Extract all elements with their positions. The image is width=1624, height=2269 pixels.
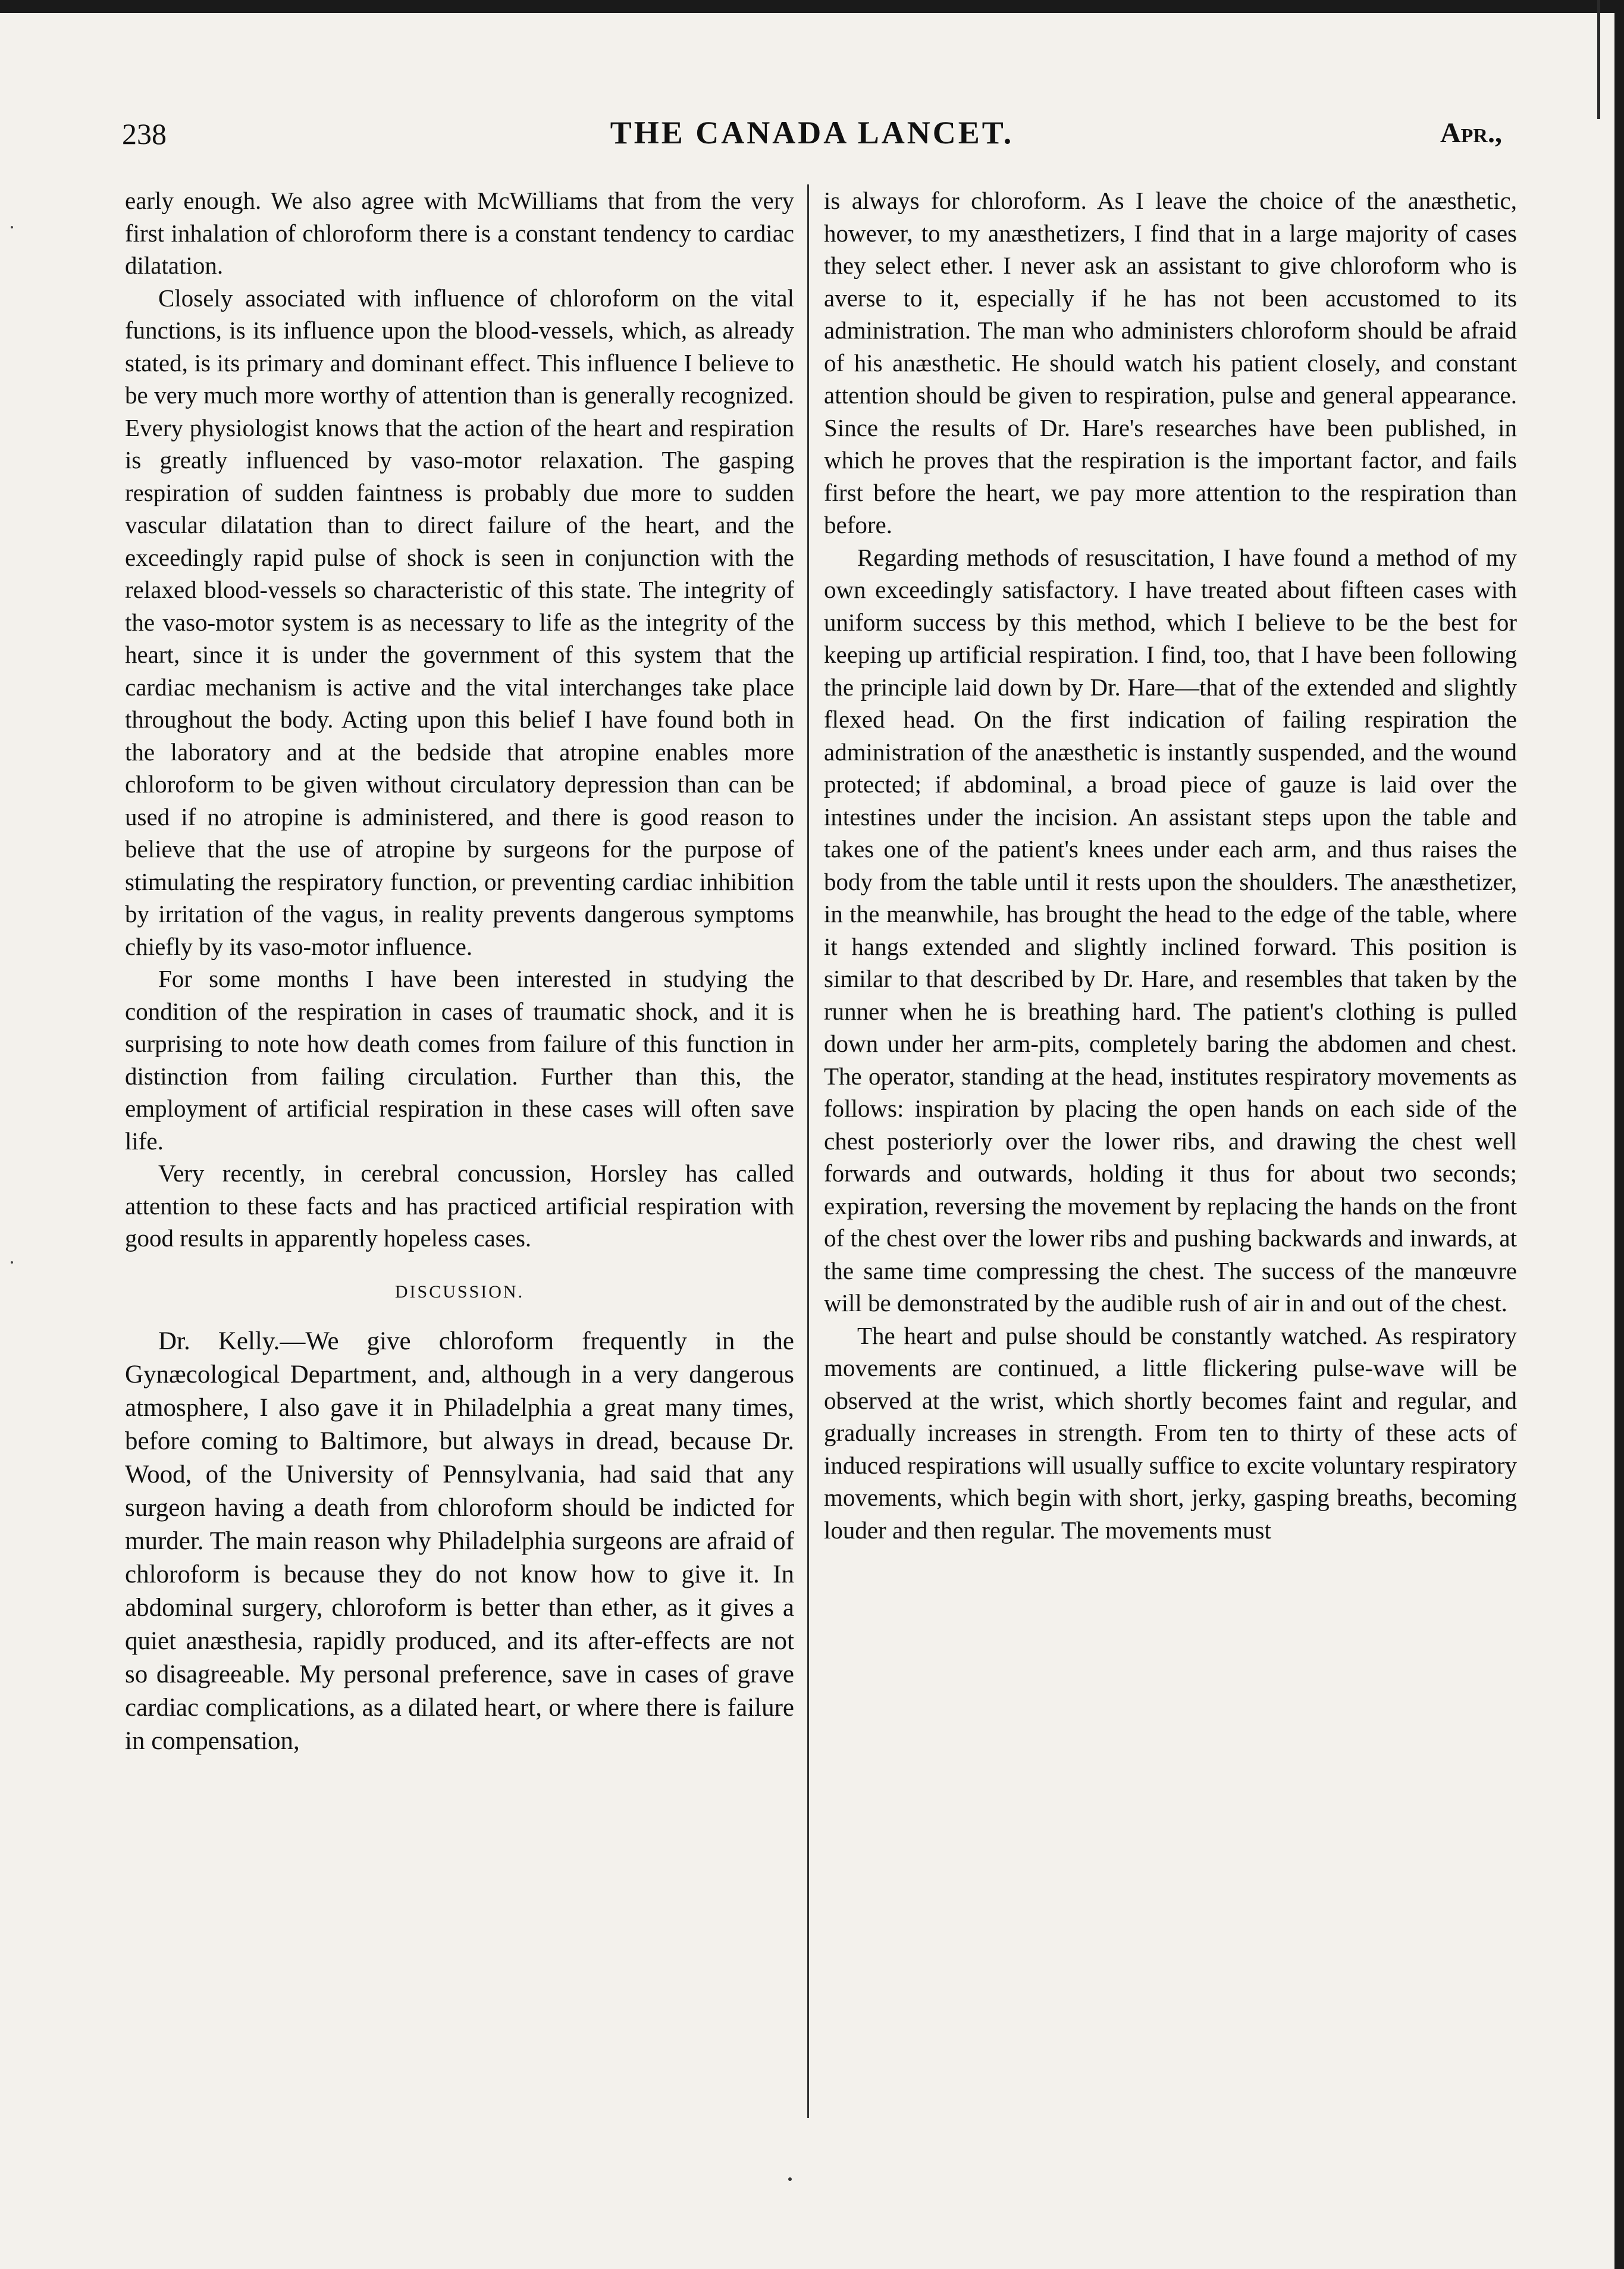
left-column xyxy=(125,184,794,1758)
speaker-name: Dr. Kelly. xyxy=(158,1327,280,1355)
paragraph: Closely associated with influence of chloroform on the vital functions, is its influence upon the blood-vessels, which, as already stated, is its primary and dominant effect. This influence I believe to be very much more worthy of attention than is generally recognized. Every physiologist knows that the action of the heart and respiration is greatly influenced by vaso-motor relaxation. The gasping respiration of sudden faintness is probably due more to sudden vascular dilatation than to direct failure of the heart, and the exceedingly rapid pulse of shock is seen in conjunction with the relaxed blood-vessels so characteristic of this state. The integrity of the vaso-motor system is as necessary to life as the integrity of the heart, since it is under the government of this system that the cardiac mechanism is active and the vital interchanges take place throughout the body. Acting upon this belief I have found both in the laboratory and at the bedside that atropine enables more chloroform to be given without circulatory depression than can be used if no atropine is administered, and there is good reason to believe that the use of atropine by surgeons for the purpose of stimulating the respiratory function, or preventing cardiac inhibition by irritation of the vagus, in reality prevents dangerous symptoms chiefly by its vaso-motor influence. xyxy=(125,284,794,960)
discussion-paragraph xyxy=(125,1325,794,1758)
paragraph: is always for chloroform. As I leave the choice of the anæsthetic, however, to my anæsthetizers, I find that in a large majority of cases they select ether. I never ask an assistant to give chloroform who is averse to it, especially if he has not been accustomed to its administration. The man who administers chloroform should be afraid of his anæsthetic. He should watch his patient closely, and constant attention should be given to respiration, pulse and general appearance. Since the results of Dr. Hare's researches have been published, in which he proves that the respiration is the important factor, and fails first before the heart, we pay more attention to the respiration than before. xyxy=(824,187,1517,538)
page-header xyxy=(122,114,1502,168)
right-scan-mark xyxy=(1597,0,1600,119)
footer-speck xyxy=(788,2177,792,2181)
right-column xyxy=(824,184,1517,1546)
margin-speck xyxy=(11,226,13,228)
section-heading: DISCUSSION. xyxy=(394,1281,525,1302)
top-scan-border xyxy=(0,0,1624,13)
paragraph: Regarding methods of resuscitation, I have found a method of my own exceedingly satisfactory. I have treated about fifteen cases with uniform success by this method, which I believe to be the best for keeping up artificial respiration. I find, too, that I have been following the principle laid down by Dr. Hare—that of the extended and slightly flexed head. On the first indication of failing respiration the administration of the anæsthetic is instantly suspended, and the wound protected; if abdominal, a broad piece of gauze is laid over the intestines under the incision. An assistant steps upon the table and takes one of the patient's knees under each arm, and thus raises the body from the table until it rests upon the shoulders. The anæsthetizer, in the meanwhile, has brought the head to the edge of the table, where it hangs extended and slightly inclined forward. This position is similar to that described by Dr. Hare, and resembles that taken by the runner when he is breathing hard. The patient's clothing is pulled down under her arm-pits, completely baring the abdomen and chest. The operator, standing at the head, institutes respiratory movements as follows: inspiration by placing the open hands on each side of the chest posteriorly over the lower ribs, and drawing the chest well forwards and outwards, holding it thus for about two seconds; expiration, reversing the movement by replacing the hands on the front of the chest over the lower ribs and pushing backwards and inwards, at the same time compressing the chest. The success of the manœuvre will be demonstrated by the audible rush of air in and out of the chest. xyxy=(824,543,1517,1317)
discussion-text: —We give chloroform frequently in the Gynæcological Department, and, although in a very dangerous atmosphere, I also gave it in Philadelphia a great many times, before coming to Baltimore, but always in dread, because Dr. Wood, of the University of Pennsylvania, had said that any surgeon having a death from chloroform should be indicted for murder. The main reason why Philadelphia surgeons are afraid of chloroform is because they do not know how to give it. In abdominal surgery, chloroform is better than ether, as it gives a quiet anæsthesia, rapidly produced, and its after-effects are not so disagreeable. My personal preference, save in cases of grave cardiac complications, as a dilated heart, or where there is failure in compensation, xyxy=(125,1327,794,1755)
paragraph: For some months I have been interested in studying the condition of the respiration in cases of traumatic shock, and it is surprising to note how death comes from failure of this function in distinction from failing circulation. Further than this, the employment of artificial respiration in these cases will often save life. xyxy=(125,965,794,1155)
journal-title: THE CANADA LANCET. xyxy=(610,115,1014,151)
paragraph: The heart and pulse should be constantly watched. As respiratory movements are continued, a little flickering pulse-wave will be observed at the wrist, which shortly becomes faint and regular, and gradually increases in strength. From ten to thirty of these acts of induced respirations will usually suffice to excite voluntary respiratory movements, which begin with short, jerky, gasping breaths, becoming louder and then regular. The movements must xyxy=(824,1321,1517,1544)
paragraph: Very recently, in cerebral concussion, Horsley has called attention to these facts and has practiced artificial respiration with good results in apparently hopeless cases. xyxy=(125,1159,794,1252)
right-scan-border xyxy=(1614,0,1624,2269)
paragraph: early enough. We also agree with McWilliams that from the very first inhalation of chloroform there is a constant tendency to cardiac dilatation. xyxy=(125,187,794,279)
running-date: Apr., xyxy=(1440,117,1502,149)
page-number: 238 xyxy=(122,117,167,151)
column-divider xyxy=(807,184,809,2118)
margin-speck xyxy=(11,1261,13,1264)
